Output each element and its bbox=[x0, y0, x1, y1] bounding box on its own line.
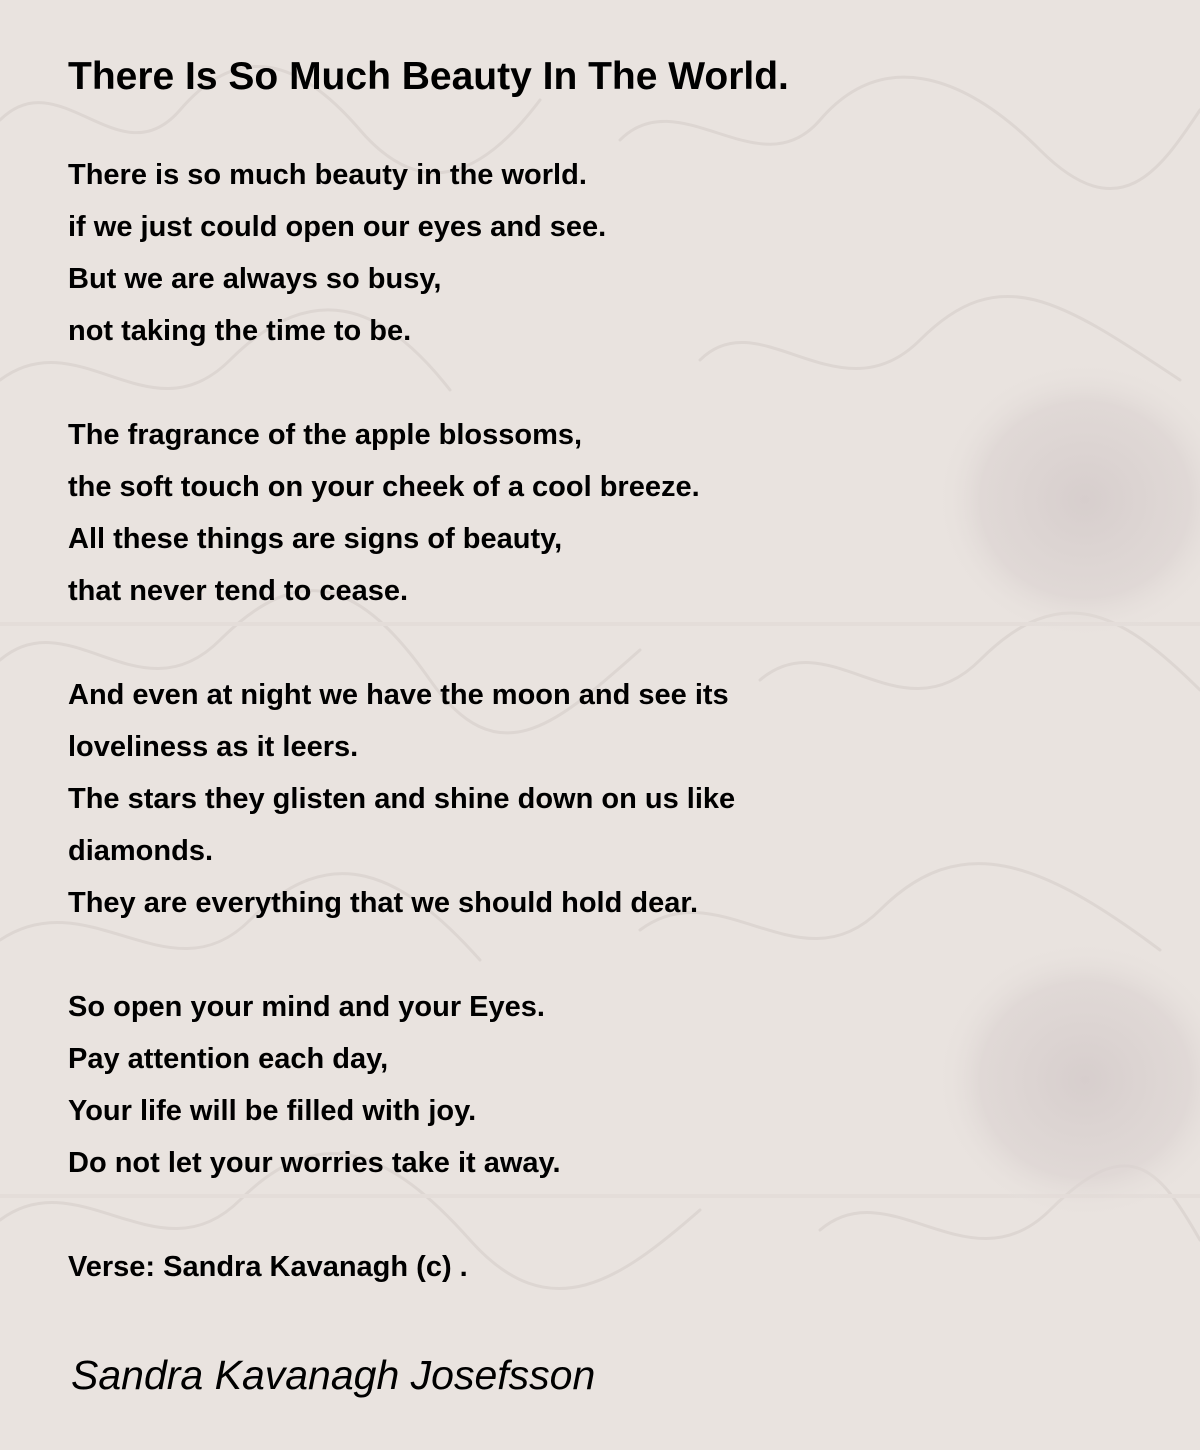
poem-credit: Verse: Sandra Kavanagh (c) . bbox=[68, 1251, 468, 1283]
poem-line: Do not let your worries take it away. bbox=[68, 1147, 561, 1179]
poem-line: if we just could open our eyes and see. bbox=[68, 211, 607, 243]
poem-line: diamonds. bbox=[68, 835, 214, 867]
poem-line: not taking the time to be. bbox=[68, 315, 412, 347]
stanza-4 bbox=[68, 981, 1068, 1189]
stanza-1 bbox=[68, 149, 1068, 357]
poem-line: There is so much beauty in the world. bbox=[68, 159, 587, 191]
poem-line: They are everything that we should hold dear. bbox=[68, 887, 699, 919]
poem-line: loveliness as it leers. bbox=[68, 731, 359, 763]
poem-line: the soft touch on your cheek of a cool breeze. bbox=[68, 471, 700, 503]
poem-body bbox=[68, 149, 1068, 1293]
author-name: Sandra Kavanagh Josefsson bbox=[71, 1352, 596, 1398]
poem-line: All these things are signs of beauty, bbox=[68, 523, 563, 555]
poem-line: The fragrance of the apple blossoms, bbox=[68, 419, 583, 451]
poem-line: that never tend to cease. bbox=[68, 575, 409, 607]
poem-line: Your life will be filled with joy. bbox=[68, 1095, 477, 1127]
poem-line: So open your mind and your Eyes. bbox=[68, 991, 545, 1023]
poem-line: And even at night we have the moon and see its bbox=[68, 679, 729, 711]
poem-line: But we are always so busy, bbox=[68, 263, 442, 295]
stanza-2 bbox=[68, 409, 1068, 617]
poem-line: Pay attention each day, bbox=[68, 1043, 389, 1075]
poem-title: There Is So Much Beauty In The World. bbox=[68, 55, 789, 98]
poem-line: The stars they glisten and shine down on us like bbox=[68, 783, 736, 815]
stanza-3 bbox=[68, 669, 1068, 929]
